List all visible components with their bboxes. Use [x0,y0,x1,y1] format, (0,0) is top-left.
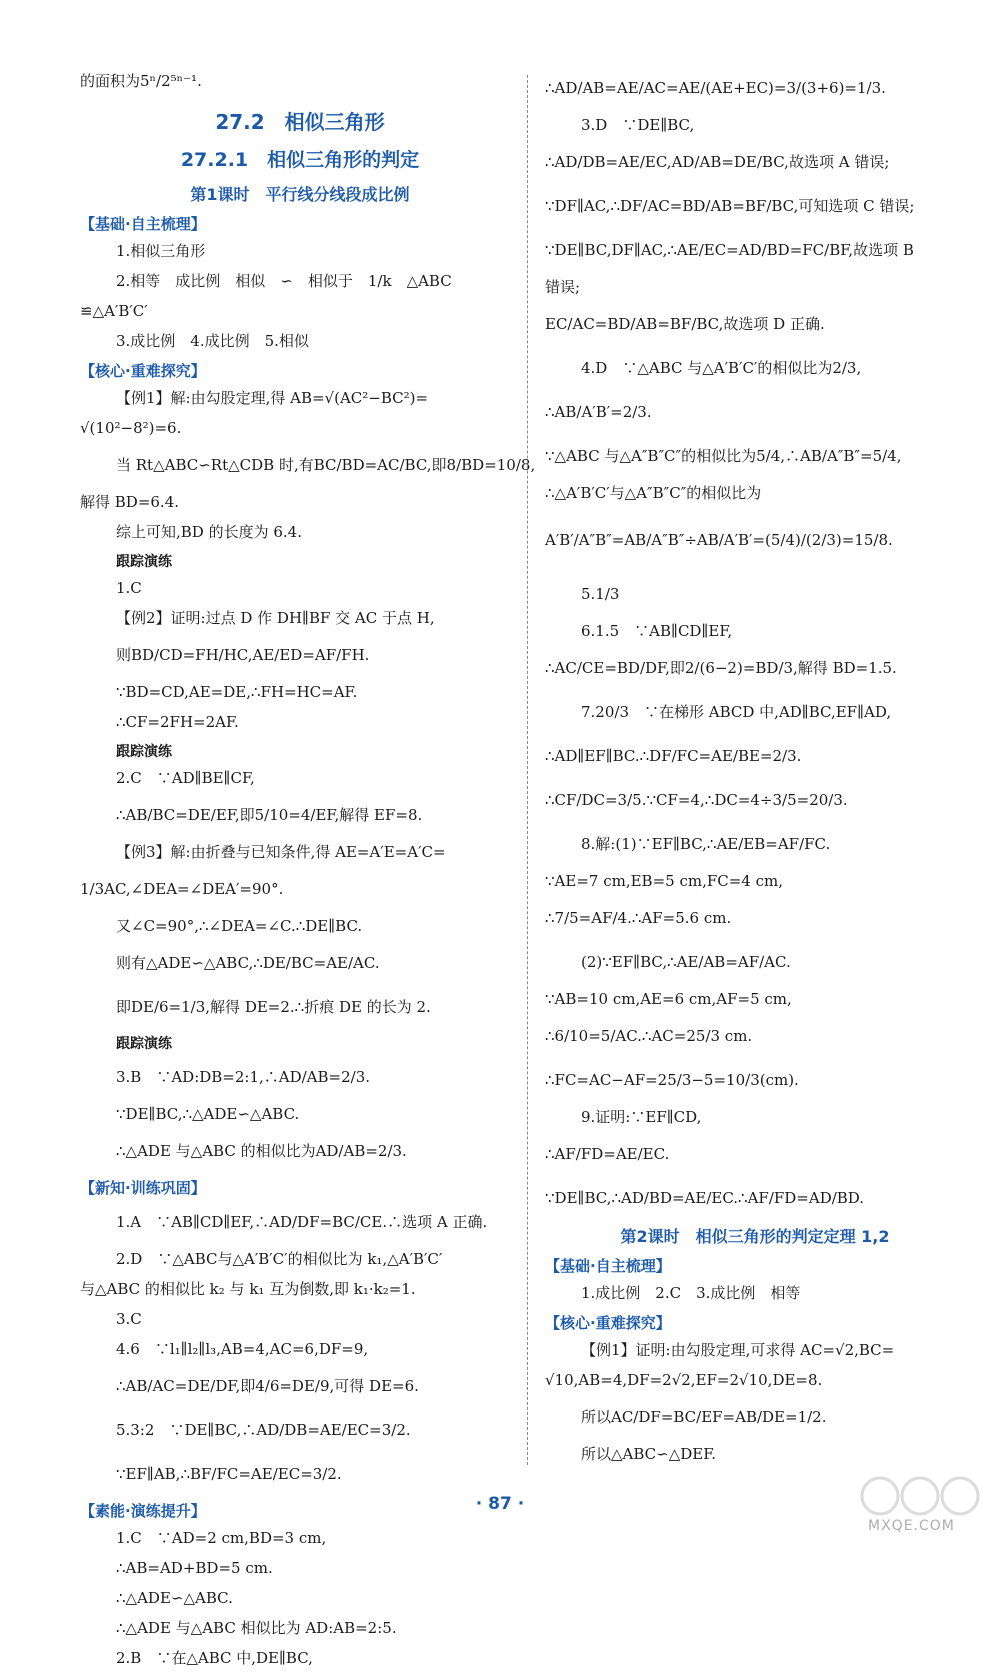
text-line: 9.证明:∵EF∥CD, [581,1108,702,1126]
text-line: 【例3】解:由折叠与已知条件,得 AE=A′E=A′C= [116,843,446,861]
heading: 27.2.1 相似三角形的判定 [180,149,420,171]
text-line: ∵DE∥BC,∴AD/BD=AE/EC.∴AF/FD=AD/BD. [545,1189,865,1207]
text-line: ∵DF∥AC,∴DF/AC=BD/AB=BF/BC,可知选项 C 错误; [545,197,915,215]
text-line: ∵DE∥BC,DF∥AC,∴AE/EC=AD/BD=FC/BF,故选项 B [545,241,914,259]
text-line: ∴△ADE 与△ABC 相似比为 AD:AB=2:5. [116,1619,397,1637]
text-line: 解得 BD=6.4. [80,493,180,511]
section-heading: 【核心·重难探究】 [80,362,206,380]
text-line: ∵AE=7 cm,EB=5 cm,FC=4 cm, [545,872,784,890]
section-heading: 【基础·自主梳理】 [80,215,206,233]
subheading: 跟踪演练 [116,554,172,570]
text-line: 2.B ∵在△ABC 中,DE∥BC, [116,1649,313,1667]
text-line: 与△ABC 的相似比 k₂ 与 k₁ 互为倒数,即 k₁·k₂=1. [80,1280,416,1298]
column-divider [527,75,528,1465]
text-line: ∴CF/DC=3/5.∵CF=4,∴DC=4÷3/5=20/3. [545,791,848,809]
text-line: 则BD/CD=FH/HC,AE/ED=AF/FH. [116,646,370,664]
text-line: ∴AB/A′B′=2/3. [545,403,652,421]
text-line: ∴AD/DB=AE/EC,AD/AB=DE/BC,故选项 A 错误; [545,153,890,171]
heading: 第2课时 相似三角形的判定定理 1,2 [620,1227,890,1246]
left-column [80,70,536,1677]
text-line: ≌△A′B′C′ [80,302,148,320]
text-line: ∴AF/FD=AE/EC. [545,1145,670,1163]
text-line: EC/AC=BD/AB=BF/BC,故选项 D 正确. [545,315,825,333]
text-line: 5.1/3 [581,585,620,603]
text-line: (2)∵EF∥BC,∴AE/AB=AF/AC. [581,953,791,971]
text-line: 2.C ∵AD∥BE∥CF, [116,769,255,787]
text-line: ∴FC=AC−AF=25/3−5=10/3(cm). [545,1071,799,1089]
text-line: 6.1.5 ∵AB∥CD∥EF, [581,622,733,640]
subheading: 跟踪演练 [116,744,172,760]
text-line: 1.A ∵AB∥CD∥EF,∴AD/DF=BC/CE.∴选项 A 正确. [116,1213,488,1231]
text-line: √(10²−8²)=6. [80,419,182,437]
text-line: ∴AB/BC=DE/EF,即5/10=4/EF,解得 EF=8. [116,806,423,824]
section-heading: 【基础·自主梳理】 [545,1257,671,1275]
text-line: 5.3:2 ∵DE∥BC,∴AD/DB=AE/EC=3/2. [116,1421,411,1439]
section-heading: 【素能·演练提升】 [80,1502,206,1520]
text-line: 3.C [116,1310,142,1328]
text-line: 4.6 ∵l₁∥l₂∥l₃,AB=4,AC=6,DF=9, [116,1340,369,1358]
text-line: 3.B ∵AD:DB=2:1,∴AD/AB=2/3. [116,1068,371,1086]
text-line: √10,AB=4,DF=2√2,EF=2√10,DE=8. [545,1371,823,1389]
text-line: 1/3AC,∠DEA=∠DEA′=90°. [80,880,284,898]
text-line: 的面积为5ⁿ/2⁵ⁿ⁻¹. [80,72,202,90]
page-number: · 87 · [475,1494,525,1514]
text-line: 1.C ∵AD=2 cm,BD=3 cm, [116,1529,327,1547]
text-line: 所以AC/DF=BC/EF=AB/DE=1/2. [581,1408,827,1426]
text-line: ∵EF∥AB,∴BF/FC=AE/EC=3/2. [116,1465,342,1483]
text-line: ∴AC/CE=BD/DF,即2/(6−2)=BD/3,解得 BD=1.5. [545,659,897,677]
text-line: ∴AD/AB=AE/AC=AE/(AE+EC)=3/(3+6)=1/3. [545,79,886,97]
text-line: 当 Rt△ABC∽Rt△CDB 时,有BC/BD=AC/BC,即8/BD=10/8, [116,456,536,474]
text-line: ∴△A′B′C′与△A″B″C″的相似比为 [545,484,762,502]
text-line: 【例1】解:由勾股定理,得 AB=√(AC²−BC²)= [116,389,429,407]
text-line: ∵AB=10 cm,AE=6 cm,AF=5 cm, [545,990,792,1008]
text-line: 7.20/3 ∵在梯形 ABCD 中,AD∥BC,EF∥AD, [581,703,892,721]
text-line: ∵DE∥BC,∴△ADE∽△ABC. [116,1105,300,1123]
text-line: 3.成比例 4.成比例 5.相似 [116,332,309,350]
text-line: ∴7/5=AF/4.∴AF=5.6 cm. [545,909,732,927]
subheading: 跟踪演练 [116,1036,172,1052]
text-line: ∴AB=AD+BD=5 cm. [116,1559,273,1577]
text-line: 综上可知,BD 的长度为 6.4. [116,523,302,541]
text-line: ∴AD∥EF∥BC.∴DF/FC=AE/BE=2/3. [545,747,802,765]
text-line: 3.D ∵DE∥BC, [581,116,695,134]
text-line: 则有△ADE∽△ABC,∴DE/BC=AE/AC. [116,954,380,972]
text-line: ∵BD=CD,AE=DE,∴FH=HC=AF. [116,683,358,701]
text-line: 所以△ABC∽△DEF. [581,1445,717,1463]
text-line: 【例1】证明:由勾股定理,可求得 AC=√2,BC= [581,1341,895,1359]
text-line: ∴CF=2FH=2AF. [116,713,239,731]
text-line: 1.成比例 2.C 3.成比例 相等 [581,1284,801,1302]
heading: 第1课时 平行线分线段成比例 [190,185,410,204]
section-heading: 【核心·重难探究】 [545,1314,671,1332]
text-line: 1.相似三角形 [116,242,206,260]
text-line: 【例2】证明:过点 D 作 DH∥BF 交 AC 于点 H, [116,609,435,627]
heading: 27.2 相似三角形 [215,110,385,134]
text-line: ∵△ABC 与△A″B″C″的相似比为5/4,∴AB/A″B″=5/4, [545,447,902,465]
text-line: A′B′/A″B″=AB/A″B″÷AB/A′B′=(5/4)/(2/3)=15/8. [545,531,893,549]
text-line: 1.C [116,579,142,597]
text-line: 即DE/6=1/3,解得 DE=2.∴折痕 DE 的长为 2. [116,998,431,1016]
watermark-text: MXQE.COM [868,1518,955,1534]
text-line: 2.D ∵△ABC与△A′B′C′的相似比为 k₁,△A′B′C′ [116,1250,443,1268]
text-line: ∴△ADE∽△ABC. [116,1589,233,1607]
text-line: 错误; [545,278,581,296]
text-line: 8.解:(1)∵EF∥BC,∴AE/EB=AF/FC. [581,835,831,853]
text-line: 4.D ∵△ABC 与△A′B′C′的相似比为2/3, [581,359,862,377]
text-line: 又∠C=90°,∴∠DEA=∠C.∴DE∥BC. [116,917,363,935]
text-line: ∴6/10=5/AC.∴AC=25/3 cm. [545,1027,753,1045]
right-column [545,70,965,1473]
text-line: ∴△ADE 与△ABC 的相似比为AD/AB=2/3. [116,1142,407,1160]
text-line: 2.相等 成比例 相似 ∽ 相似于 1/k △ABC [116,272,452,290]
text-line: ∴AB/AC=DE/DF,即4/6=DE/9,可得 DE=6. [116,1377,419,1395]
section-heading: 【新知·训练巩固】 [80,1179,206,1197]
